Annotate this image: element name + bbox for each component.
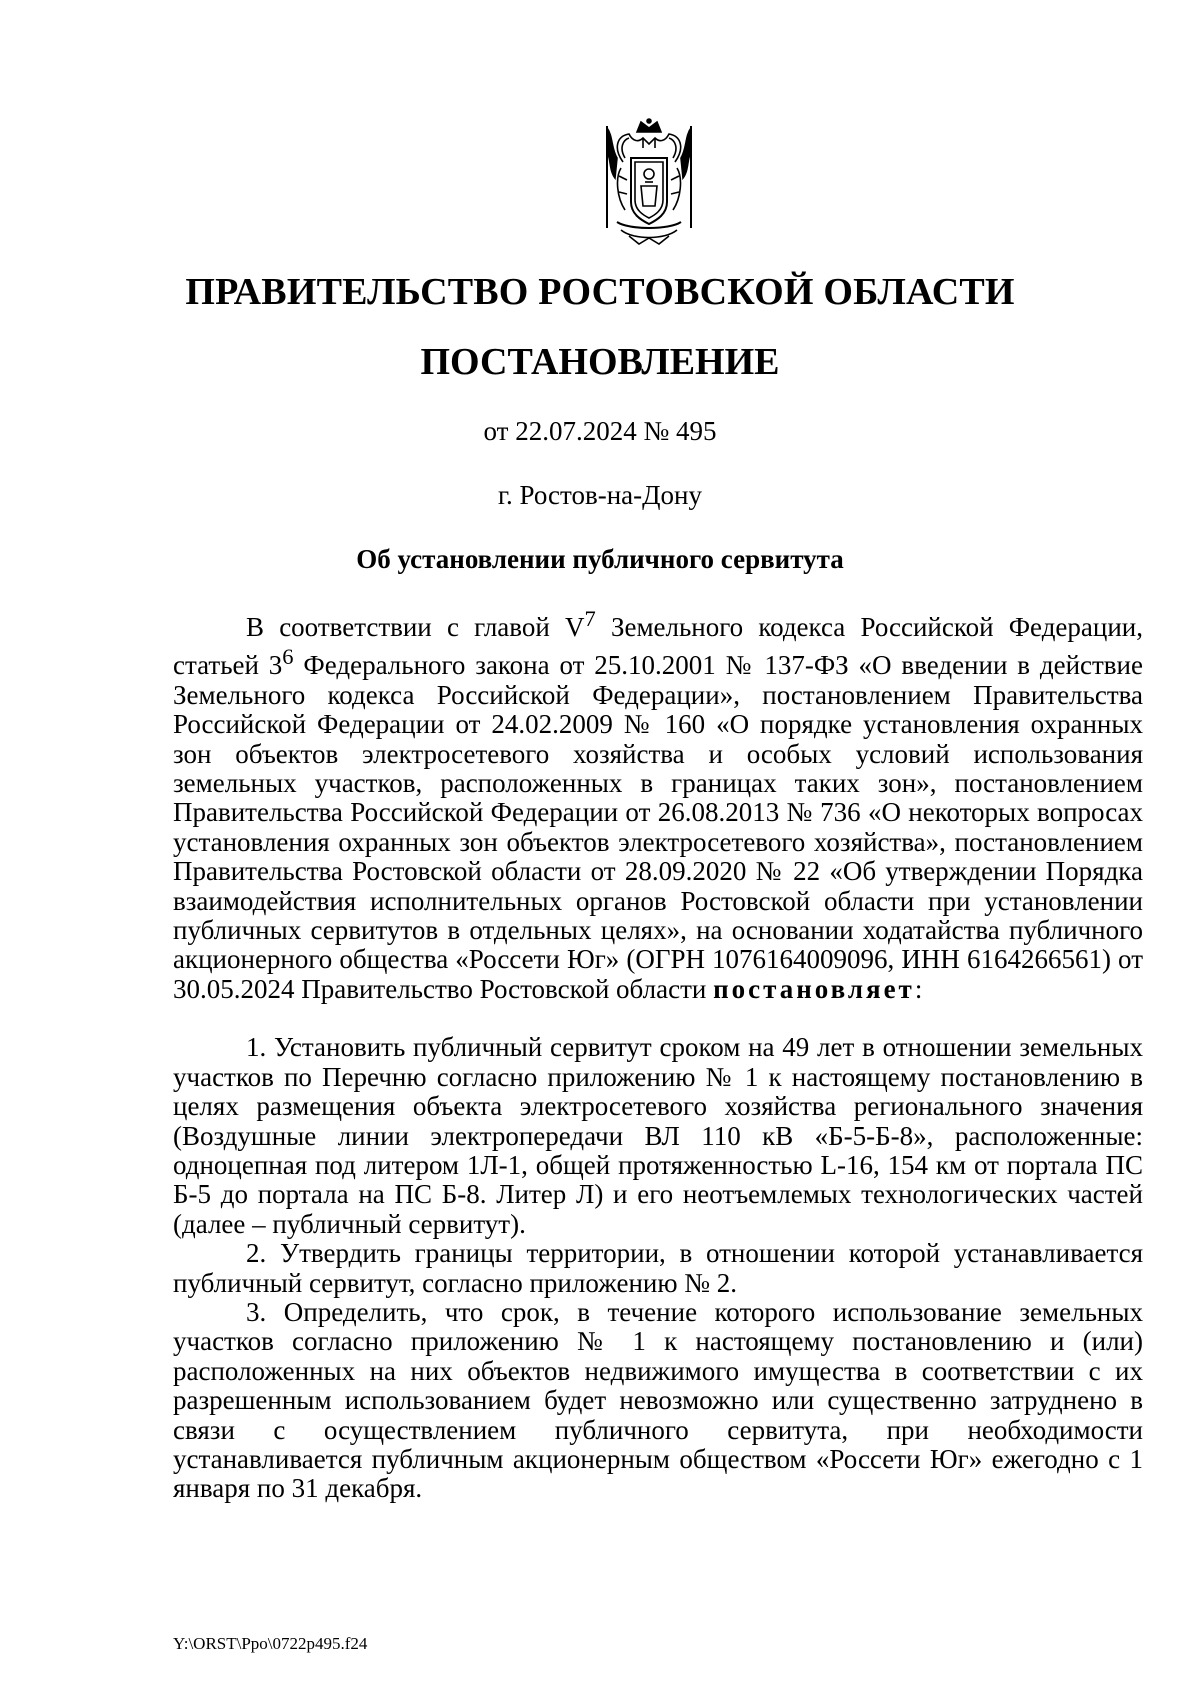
coat-of-arms-emblem: [599, 118, 699, 246]
preamble-sup-1: 7: [584, 606, 596, 631]
preamble-end: :: [914, 973, 923, 1004]
preamble-keyword: постановляет: [713, 973, 915, 1004]
document-date-number: от 22.07.2024 № 495: [483, 416, 717, 446]
item-paragraph-1: 1. Установить публичный сервитут сроком на 49 лет в отношении земельных участков по Перечню согласно приложению № 1 к настоящему постановлению в целях размещения объекта электросетевого хозяйства регионального значения (Воздушные линии электропередачи ВЛ 110 кВ «Б-5-Б-8», расположенные: одноцепная под литером 1Л-1, общей протяженностью L-16, 154 км от портала ПС Б-5 до портала на ПС Б-8. Литер Л) и его неотъемлемых технологических частей (далее – публичный сервитут).: [173, 1032, 1143, 1239]
item-paragraph-2: 2. Утвердить границы территории, в отношении которой устанавливается публичный сервитут, согласно приложению № 2.: [173, 1238, 1143, 1298]
government-title: ПРАВИТЕЛЬСТВО РОСТОВСКОЙ ОБЛАСТИ: [185, 271, 1015, 313]
document-type: ПОСТАНОВЛЕНИЕ: [420, 341, 780, 383]
preamble-paragraph: [173, 604, 1143, 1004]
item-paragraph-3: 3. Определить, что срок, в течение которого использование земельных участков согласно приложению № 1 к настоящему постановлению и (или) расположенных на них объектов недвижимого имущества в соответствии с их разрешенным использованием будет невозможно или существенно затруднено в связи с осуществлением публичного сервитута, при необходимости устанавливается публичным акционерным обществом «Россети Юг» ежегодно с 1 января по 31 декабря.: [173, 1296, 1143, 1504]
preamble-text-2: Земельного кодекса Российской Федерации, статьей 3: [173, 612, 1143, 681]
preamble-sup-2: 6: [282, 644, 294, 670]
document-subject: Об установлении публичного сервитута: [356, 544, 844, 574]
preamble-text-1: В соответствии с главой V: [246, 612, 585, 642]
document-body: [173, 604, 1143, 1504]
preamble-text-3: Федерального закона от 25.10.2001 № 137-ФЗ «О введении в действие Земельного кодекса Российской Федерации», постановлением Правительства Российской Федерации от 24.02.2009 № 160 «О порядке установления охранных зон объектов электросетевого хозяйства и особых условий использования земельных участков, расположенных в границах таких зон», постановлением Правительства Российской Федерации от 26.08.2013 № 736 «О некоторых вопросах установления охранных зон объектов электросетевого хозяйства», постановлением Правительства Ростовской области от 28.09.2020 № 22 «Об утверждении Порядка взаимодействия исполнительных органов Ростовской области при установлении публичных сервитутов в отдельных целях», на основании ходатайства публичного акционерного общества «Россети Юг» (ОГРН 1076164009096, ИНН 6164266561) от 30.05.2024 Правительство Ростовской области: [173, 650, 1143, 1004]
file-path-footer: Y:\ORST\Ppo\0722p495.f24: [173, 1634, 368, 1653]
document-city: г. Ростов-на-Дону: [497, 480, 702, 510]
